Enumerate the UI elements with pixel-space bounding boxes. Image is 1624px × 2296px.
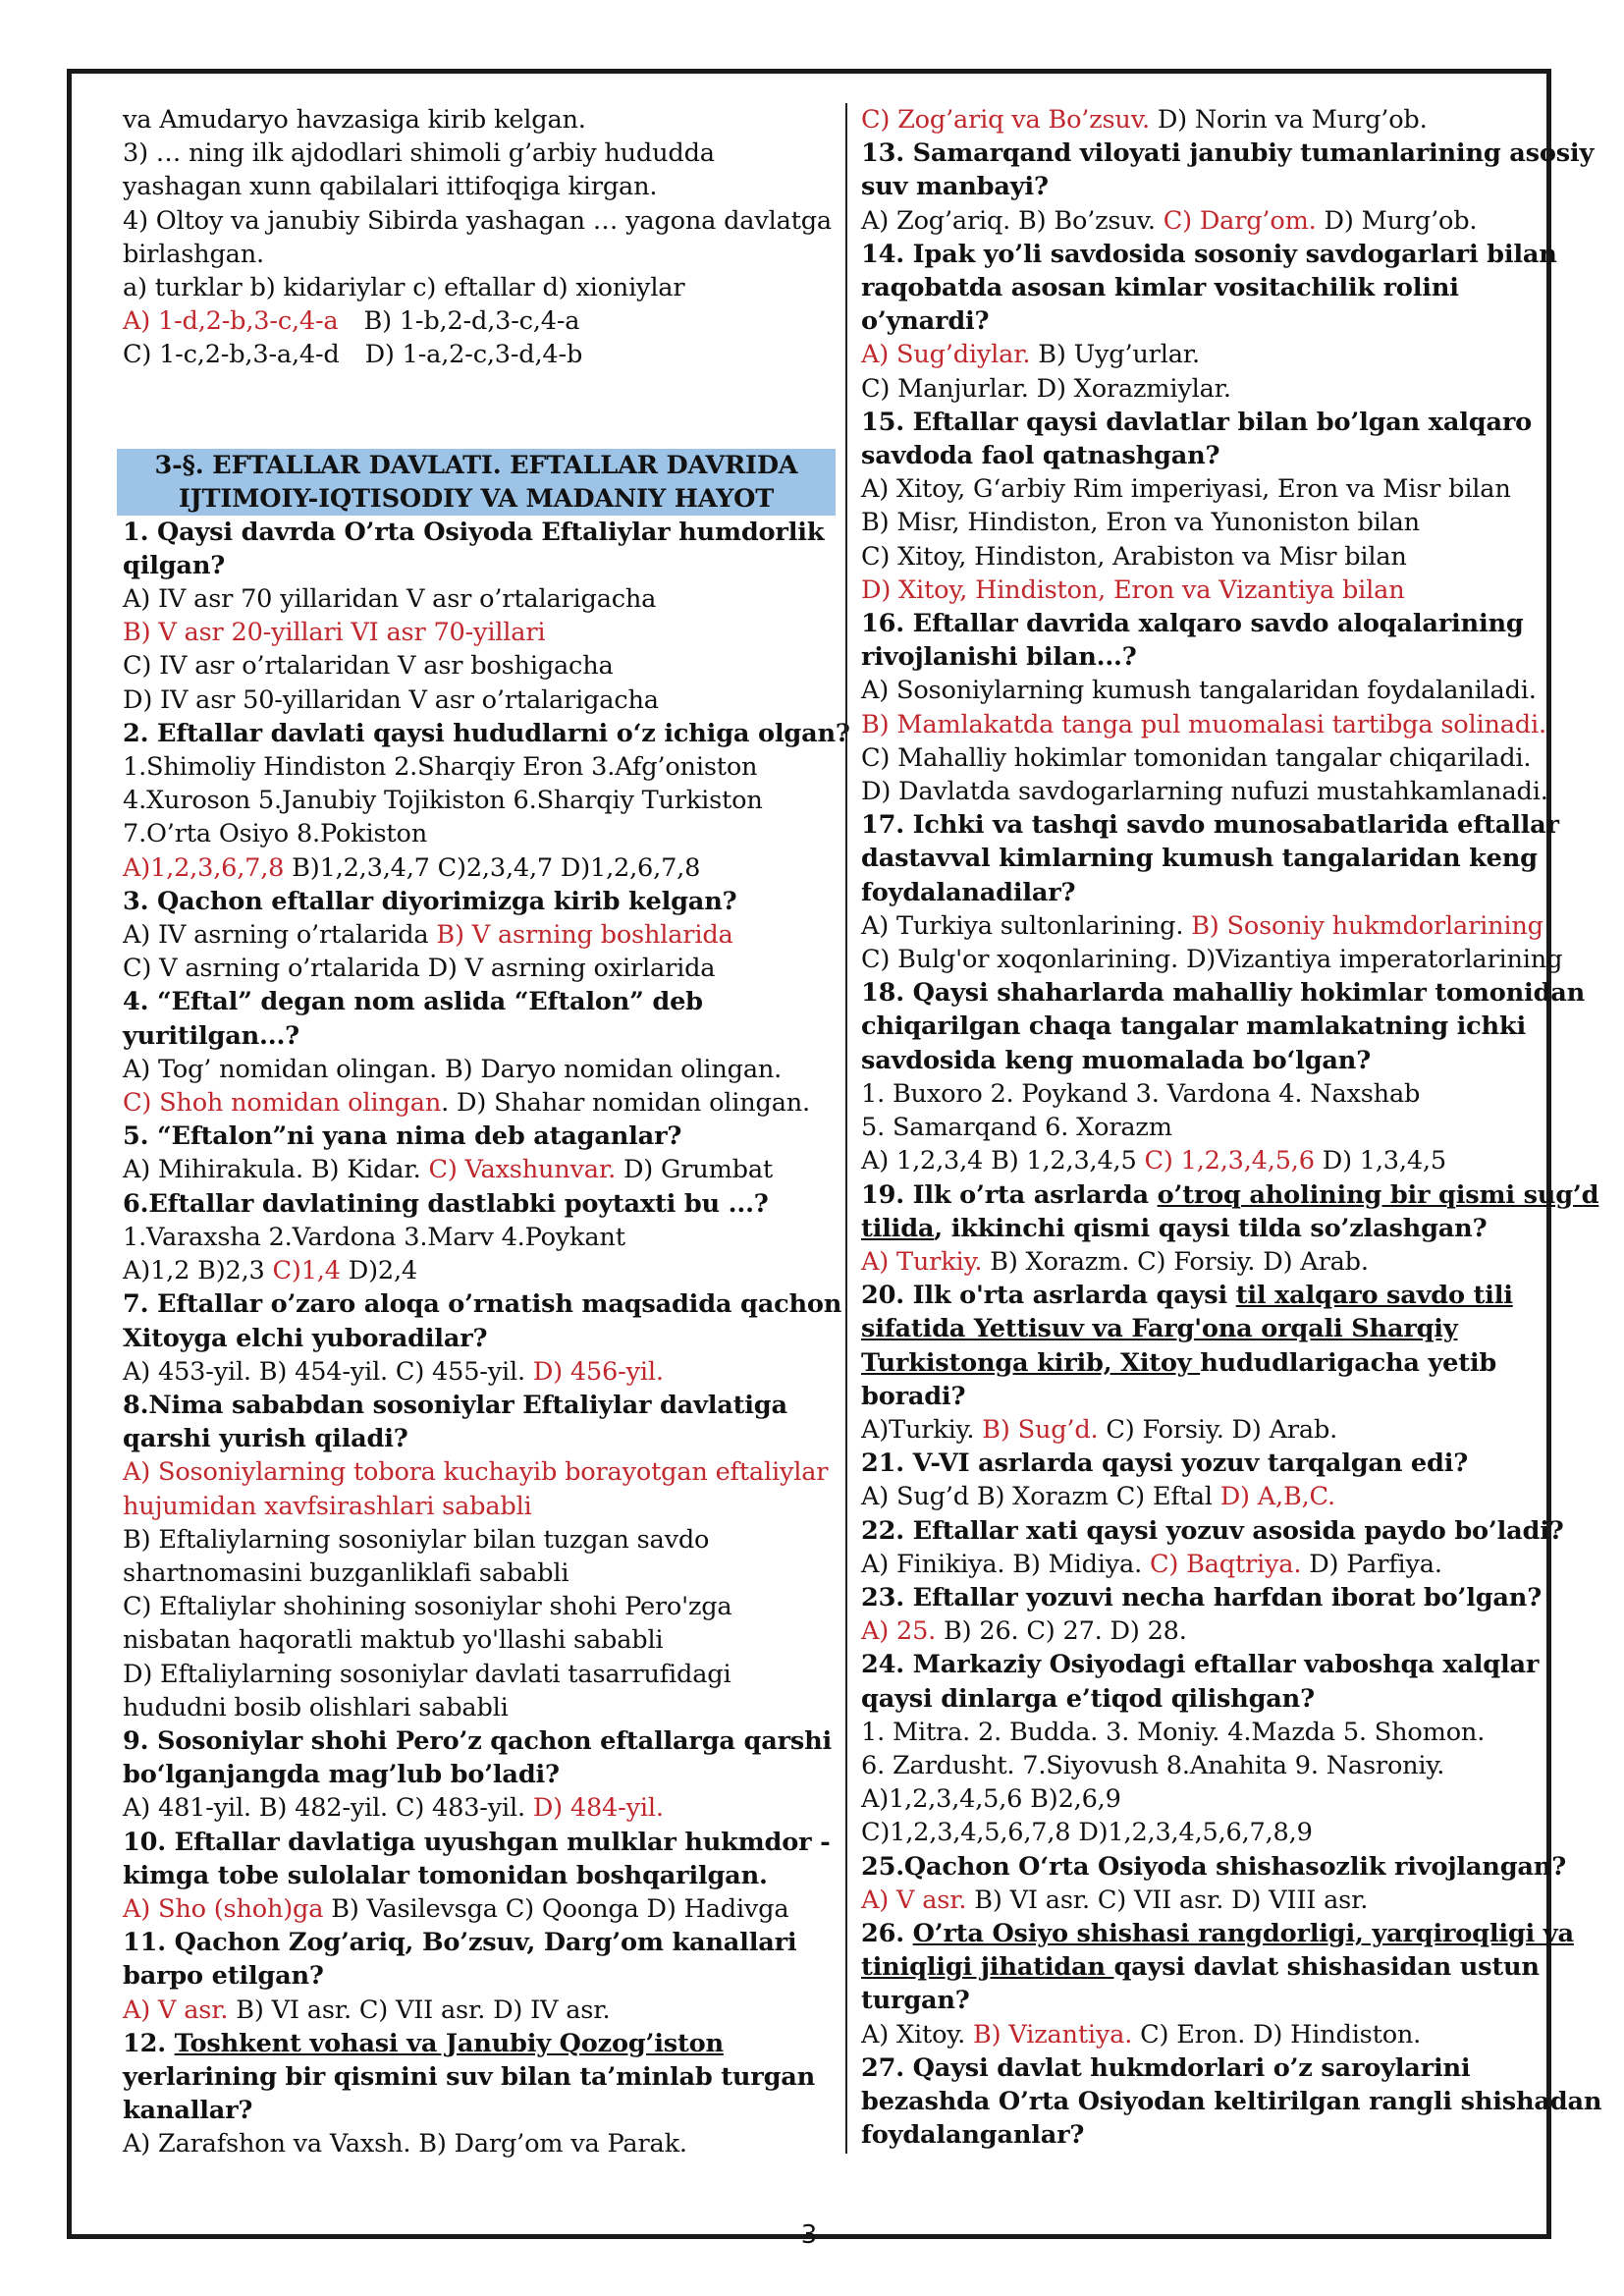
option-list: 7.O’rta Osiyo 8.Pokiston bbox=[123, 819, 427, 849]
underlined-text: O’rta Osiyo shishasi rangdorligi, yarqiroqligi va bbox=[912, 1918, 1574, 1948]
option: D) IV asr 50-yillaridan V asr o’rtalarigacha bbox=[123, 684, 659, 715]
question-18: chiqarilgan chaqa tangalar mamlakatning ichki bbox=[861, 1011, 1526, 1042]
correct-answer: A) Turkiy. bbox=[861, 1246, 983, 1277]
option: A) Zog’ariq. B) Bo’zsuv. bbox=[861, 205, 1164, 236]
left-column bbox=[123, 103, 850, 2161]
question-number: 12. bbox=[123, 2028, 175, 2058]
option: A) Sosoniylarning kumush tangalaridan foydalaniladi. bbox=[861, 676, 1537, 706]
option: D) 1-a,2-c,3-d,4-b bbox=[364, 340, 583, 370]
question-1: qilgan? bbox=[123, 550, 226, 580]
question-text: 20. Ilk o'rta asrlarda qaysi bbox=[861, 1281, 1236, 1311]
correct-answer: C) Zog’ariq va Bo’zsuv. bbox=[861, 105, 1150, 135]
answer-row bbox=[123, 304, 845, 338]
question-text: qaysi davlat shishasidan ustun bbox=[1113, 1952, 1540, 1983]
option: A) Tog’ nomidan olingan. B) Daryo nomidan olingan. bbox=[123, 1054, 783, 1084]
option: B) Uyg’urlar. bbox=[1030, 340, 1200, 370]
answer-row bbox=[123, 1254, 845, 1287]
option: D) Davlatda savdogarlarning nufuzi mustahkamlanadi. bbox=[861, 777, 1548, 807]
question-26 bbox=[861, 1950, 1547, 1984]
answer-row bbox=[861, 103, 1547, 137]
option: A) Xitoy, G‘arbiy Rim imperiyasi, Eron va Misr bilan bbox=[861, 474, 1511, 505]
question-14: 14. Ipak yo’li savdosida sosoniy savdogarlari bilan bbox=[861, 239, 1557, 269]
question-11: barpo etilgan? bbox=[123, 1961, 324, 1992]
answer-row bbox=[123, 1355, 845, 1389]
correct-answer: B) Sug’d. bbox=[982, 1414, 1099, 1445]
correct-answer: A) Sho (shoh)ga bbox=[123, 1893, 324, 1924]
option: B) VI asr. C) VII asr. D) VIII asr. bbox=[966, 1885, 1369, 1915]
correct-answer: B) Mamlakatda tanga pul muomalasi tartibga solinadi. bbox=[861, 709, 1546, 739]
answer-row bbox=[861, 1480, 1547, 1513]
answer-row bbox=[123, 1892, 845, 1926]
correct-answer: A) V asr. bbox=[861, 1885, 967, 1915]
option: B) 1-b,2-d,3-c,4-a bbox=[363, 306, 580, 337]
question-17: foydalanadilar? bbox=[861, 877, 1076, 907]
answer-row bbox=[123, 851, 845, 885]
question-10: kimga tobe sulolalar tomonidan boshqarilgan. bbox=[123, 1860, 768, 1890]
question-14: o’ynardi? bbox=[861, 306, 990, 337]
question-23: 23. Eftallar yozuvi necha harfdan iborat bo’lgan? bbox=[861, 1582, 1543, 1613]
question-16: rivojlanishi bilan...? bbox=[861, 642, 1137, 673]
correct-answer: D) 456-yil. bbox=[532, 1356, 664, 1387]
option: A)1,2 B)2,3 bbox=[123, 1256, 273, 1286]
option: A)Turkiy. bbox=[861, 1414, 983, 1445]
option-list: 5. Samarqand 6. Xorazm bbox=[861, 1113, 1172, 1143]
correct-answer: D) 484-yil. bbox=[532, 1793, 664, 1824]
intro-line: a) turklar b) kidariylar c) eftallar d) xioniylar bbox=[123, 273, 685, 303]
question-17: dastavval kimlarning kumush tangalaridan keng bbox=[861, 844, 1538, 874]
question-19 bbox=[861, 1178, 1599, 1212]
correct-answer: A) V asr. bbox=[123, 1995, 229, 2025]
question-27: bezashda O’rta Osiyodan keltirilgan rangli shishadan bbox=[861, 2086, 1602, 2116]
option: A) Mihirakula. B) Kidar. bbox=[123, 1155, 429, 1185]
answer-row bbox=[861, 2018, 1547, 2051]
correct-answer: A) Sosoniylarning tobora kuchayib borayotgan eftaliylar bbox=[123, 1457, 829, 1488]
underlined-text: Turkistonga kirib, Xitoy bbox=[861, 1347, 1201, 1378]
page-frame bbox=[67, 69, 1602, 2250]
option: D) Norin va Murg’ob. bbox=[1149, 105, 1428, 135]
question-20: boradi? bbox=[861, 1381, 966, 1411]
correct-answer: A) 25. bbox=[861, 1616, 937, 1647]
intro-line: birlashgan. bbox=[123, 239, 264, 269]
intro-line: 4) Oltoy va janubiy Sibirda yashagan … yagona davlatga bbox=[123, 205, 832, 236]
correct-answer: C) Baqtriya. bbox=[1149, 1549, 1302, 1579]
correct-answer: C)1,4 bbox=[272, 1256, 341, 1286]
underlined-text: tiniqligi jihatidan bbox=[861, 1952, 1114, 1983]
correct-answer: C) Darg’om. bbox=[1163, 205, 1317, 236]
correct-answer: A)1,2,3,6,7,8 bbox=[123, 852, 285, 883]
question-13: 13. Samarqand viloyati janubiy tumanlarining asosiy bbox=[861, 138, 1595, 169]
option: D) Eftaliylarning sosoniylar davlati tasarrufidagi bbox=[123, 1659, 731, 1689]
option: B) VI asr. C) VII asr. D) IV asr. bbox=[228, 1995, 611, 2025]
answer-row bbox=[861, 909, 1547, 943]
question-11: 11. Qachon Zog’ariq, Bo’zsuv, Darg’om kanallari bbox=[123, 1928, 797, 1958]
answer-row bbox=[861, 1245, 1547, 1279]
question-15: savdoda faol qatnashgan? bbox=[861, 441, 1220, 471]
answer-row bbox=[123, 1153, 845, 1186]
question-25: 25.Qachon O‘rta Osiyoda shishasozlik rivojlangan? bbox=[861, 1851, 1566, 1882]
answer-row bbox=[123, 1791, 845, 1825]
correct-answer: D) A,B,C. bbox=[1219, 1482, 1335, 1512]
question-27: 27. Qaysi davlat hukmdorlari o’z saroylarini bbox=[861, 2052, 1471, 2083]
correct-answer: B) Vizantiya. bbox=[973, 2019, 1133, 2050]
answer-row bbox=[861, 1614, 1547, 1648]
question-8: qarshi yurish qiladi? bbox=[123, 1424, 408, 1454]
section-heading bbox=[117, 449, 836, 516]
question-9: 9. Sosoniylar shohi Pero’z qachon eftallarga qarshi bbox=[123, 1725, 833, 1756]
question-24: 24. Markaziy Osiyodagi eftallar vaboshqa xalqlar bbox=[861, 1650, 1540, 1680]
option: B) Eftaliylarning sosoniylar bilan tuzgan savdo bbox=[123, 1524, 710, 1555]
question-10: 10. Eftallar davlatiga uyushgan mulklar hukmdor - bbox=[123, 1827, 831, 1857]
question-1: 1. Qaysi davrda O’rta Osiyoda Eftaliylar humdorlik bbox=[123, 517, 825, 547]
answer-row bbox=[861, 1884, 1547, 1917]
question-19 bbox=[861, 1212, 1547, 1245]
question-6: 6.Eftallar davlatining dastlabki poytaxti bu ...? bbox=[123, 1188, 769, 1219]
option: B) 26. C) 27. D) 28. bbox=[936, 1616, 1187, 1647]
option: A) 1,2,3,4 B) 1,2,3,4,5 bbox=[861, 1146, 1145, 1176]
option: C) Xitoy, Hindiston, Arabiston va Misr bilan bbox=[861, 541, 1407, 572]
correct-answer: A) 1-d,2-b,3-c,4-a bbox=[123, 306, 339, 337]
option: D) Grumbat bbox=[616, 1155, 773, 1185]
option-list: 1.Shimoliy Hindiston 2.Sharqiy Eron 3.Afg’oniston bbox=[123, 752, 758, 783]
question-8: 8.Nima sababdan sosoniylar Eftaliylar davlatiga bbox=[123, 1390, 787, 1420]
option: D) 1,3,4,5 bbox=[1314, 1146, 1446, 1176]
section-title-line: IJTIMOIY-IQTISODIY VA MADANIY HAYOT bbox=[178, 483, 775, 514]
option: C)1,2,3,4,5,6,7,8 D)1,2,3,4,5,6,7,8,9 bbox=[861, 1818, 1313, 1848]
option: C) Forsiy. D) Arab. bbox=[1098, 1414, 1338, 1445]
option: C) IV asr o’rtalaridan V asr boshigacha bbox=[123, 651, 614, 682]
option: A) Sug’d B) Xorazm C) Eftal bbox=[861, 1482, 1220, 1512]
question-18: 18. Qaysi shaharlarda mahalliy hokimlar tomonidan bbox=[861, 978, 1586, 1009]
correct-answer: B) V asrning boshlarida bbox=[436, 920, 733, 951]
spacer bbox=[123, 372, 845, 427]
question-18: savdosida keng muomalada bo‘lgan? bbox=[861, 1045, 1371, 1075]
correct-answer: C) 1,2,3,4,5,6 bbox=[1144, 1146, 1315, 1176]
option: A) Zarafshon va Vaxsh. B) Darg’om va Parak. bbox=[123, 2129, 687, 2159]
option-list: 1.Varaxsha 2.Vardona 3.Marv 4.Poykant bbox=[123, 1222, 625, 1252]
option: shartnomasini buzganliklafi sababli bbox=[123, 1558, 569, 1588]
option: B) Xorazm. C) Forsiy. D) Arab. bbox=[982, 1246, 1369, 1277]
intro-line: 3) … ning ilk ajdodlari shimoli g’arbiy hududda bbox=[123, 138, 715, 169]
correct-answer: A) Sug’diylar. bbox=[861, 340, 1031, 370]
answer-row bbox=[123, 918, 845, 952]
question-20 bbox=[861, 1346, 1547, 1380]
correct-answer: D) Xitoy, Hindiston, Eron va Vizantiya bilan bbox=[861, 574, 1405, 605]
option-list: 6. Zardusht. 7.Siyovush 8.Anahita 9. Nasroniy. bbox=[861, 1750, 1445, 1780]
question-20 bbox=[861, 1279, 1547, 1312]
answer-row bbox=[861, 338, 1547, 371]
option: C) 1-c,2-b,3-a,4-d bbox=[123, 340, 340, 370]
correct-answer: B) Sosoniy hukmdorlarining bbox=[1191, 910, 1543, 941]
question-26 bbox=[861, 1917, 1574, 1950]
correct-answer: hujumidan xavfsirashlari sababli bbox=[123, 1491, 532, 1521]
question-13: suv manbayi? bbox=[861, 172, 1049, 202]
question-21: 21. V-VI asrlarda qaysi yozuv tarqalgan edi? bbox=[861, 1449, 1469, 1479]
question-14: raqobatda asosan kimlar vositachilik rolini bbox=[861, 273, 1459, 303]
option: hududni bosib olishlari sababli bbox=[123, 1692, 509, 1722]
option: C) Bulg'or xoqonlarining. D)Vizantiya imperatorlarining bbox=[861, 945, 1563, 975]
option: A) IV asrning o’rtalarida bbox=[123, 920, 437, 951]
option-list: 1. Mitra. 2. Budda. 3. Moniy. 4.Mazda 5. Shomon. bbox=[861, 1717, 1486, 1747]
question-3: 3. Qachon eftallar diyorimizga kirib kelgan? bbox=[123, 886, 737, 916]
question-17: 17. Ichki va tashqi savdo munosabatlarida eftallar bbox=[861, 810, 1559, 841]
option: A) Turkiya sultonlarining. bbox=[861, 910, 1192, 941]
option: A) 453-yil. B) 454-yil. C) 455-yil. bbox=[123, 1356, 533, 1387]
option: nisbatan haqoratli maktub yo'llashi sababli bbox=[123, 1625, 664, 1656]
correct-answer: C) Shoh nomidan olingan bbox=[123, 1088, 442, 1119]
question-7: Xitoyga elchi yuboradilar? bbox=[123, 1323, 488, 1353]
underlined-text: sifatida Yettisuv va Farg'ona orqali Sharqiy bbox=[861, 1314, 1458, 1344]
question-text: hududlarigacha yetib bbox=[1200, 1347, 1497, 1378]
question-12: yerlarining bir qismini suv bilan ta’minlab turgan bbox=[123, 2061, 816, 2092]
correct-answer: C) Vaxshunvar. bbox=[428, 1155, 617, 1185]
option-list: 4.Xuroson 5.Janubiy Tojikiston 6.Sharqiy Turkiston bbox=[123, 786, 763, 816]
underlined-text: tilida bbox=[861, 1213, 935, 1243]
option: C) Eftaliylar shohining sosoniylar shohi Pero'zga bbox=[123, 1592, 732, 1622]
question-2: 2. Eftallar davlati qaysi hududlarni o‘z ichiga olgan? bbox=[123, 718, 850, 748]
answer-row bbox=[123, 1994, 845, 2027]
option: C) Mahalliy hokimlar tomonidan tangalar chiqariladi. bbox=[861, 742, 1532, 773]
underlined-text: Toshkent vohasi va Janubiy Qozog’iston bbox=[174, 2028, 724, 2058]
question-number: 26. bbox=[861, 1918, 913, 1948]
right-column bbox=[845, 103, 1602, 2154]
option: A)1,2,3,4,5,6 B)2,6,9 bbox=[861, 1784, 1121, 1815]
question-9: bo‘lganjangda mag’lub bo’ladi? bbox=[123, 1760, 560, 1790]
answer-row bbox=[123, 1086, 845, 1120]
answer-row bbox=[861, 1413, 1547, 1447]
question-26: turgan? bbox=[861, 1986, 970, 2016]
question-15: 15. Eftallar qaysi davlatlar bilan bo’lgan xalqaro bbox=[861, 407, 1532, 437]
option: C) Eron. D) Hindiston. bbox=[1132, 2019, 1422, 2050]
question-12: kanallar? bbox=[123, 2096, 253, 2126]
option: . D) Shahar nomidan olingan. bbox=[441, 1088, 810, 1119]
question-text: , ikkinchi qismi qaysi tilda so’zlashgan? bbox=[934, 1213, 1488, 1243]
question-22: 22. Eftallar xati qaysi yozuv asosida paydo bo’ladi? bbox=[861, 1515, 1564, 1546]
answer-row bbox=[861, 1548, 1547, 1581]
answer-row bbox=[861, 204, 1547, 238]
option-list: 1. Buxoro 2. Poykand 3. Vardona 4. Naxshab bbox=[861, 1078, 1421, 1109]
option: D) Parfiya. bbox=[1301, 1549, 1442, 1579]
underlined-text: til xalqaro savdo tili bbox=[1235, 1281, 1513, 1311]
option: C) Manjurlar. D) Xorazmiylar. bbox=[861, 373, 1231, 404]
question-12 bbox=[123, 2027, 845, 2060]
page-number: 3 bbox=[800, 2220, 818, 2250]
question-text: 19. Ilk o’rta asrlarda bbox=[861, 1179, 1158, 1210]
option: A) Xitoy. bbox=[861, 2019, 974, 2050]
question-24: qaysi dinlarga e’tiqod qilishgan? bbox=[861, 1683, 1315, 1714]
section-title-line: 3-§. EFTALLAR DAVLATI. EFTALLAR DAVRIDA bbox=[154, 450, 798, 480]
underlined-text: o’troq aholining bir qismi sug’d bbox=[1157, 1179, 1599, 1210]
question-5: 5. “Eftalon”ni yana nima deb ataganlar? bbox=[123, 1121, 682, 1152]
option: B)1,2,3,4,7 C)2,3,4,7 D)1,2,6,7,8 bbox=[284, 852, 701, 883]
option: B) Vasilevsga C) Qoonga D) Hadivga bbox=[323, 1893, 789, 1924]
question-4: yuritilgan...? bbox=[123, 1020, 299, 1051]
answer-row bbox=[861, 1144, 1547, 1177]
intro-line: yashagan xunn qabilalari ittifoqiga kirgan. bbox=[123, 172, 658, 202]
option: D)2,4 bbox=[340, 1256, 417, 1286]
intro-line: va Amudaryo havzasiga kirib kelgan. bbox=[123, 105, 586, 135]
option: D) Murg’ob. bbox=[1316, 205, 1478, 236]
correct-answer: B) V asr 20-yillari VI asr 70-yillari bbox=[123, 618, 546, 648]
answer-row bbox=[123, 338, 845, 371]
option: A) 481-yil. B) 482-yil. C) 483-yil. bbox=[123, 1793, 533, 1824]
question-27: foydalanganlar? bbox=[861, 2120, 1085, 2151]
option: A) Finikiya. B) Midiya. bbox=[861, 1549, 1150, 1579]
option: C) V asrning o’rtalarida D) V asrning oxirlarida bbox=[123, 954, 716, 984]
option: B) Misr, Hindiston, Eron va Yunoniston bilan bbox=[861, 508, 1420, 538]
option: A) IV asr 70 yillaridan V asr o’rtalarigacha bbox=[123, 584, 657, 615]
question-7: 7. Eftallar o’zaro aloqa o’rnatish maqsadida qachon bbox=[123, 1289, 842, 1320]
question-16: 16. Eftallar davrida xalqaro savdo aloqalarining bbox=[861, 609, 1524, 639]
question-4: 4. “Eftal” degan nom aslida “Eftalon” deb bbox=[123, 987, 703, 1017]
